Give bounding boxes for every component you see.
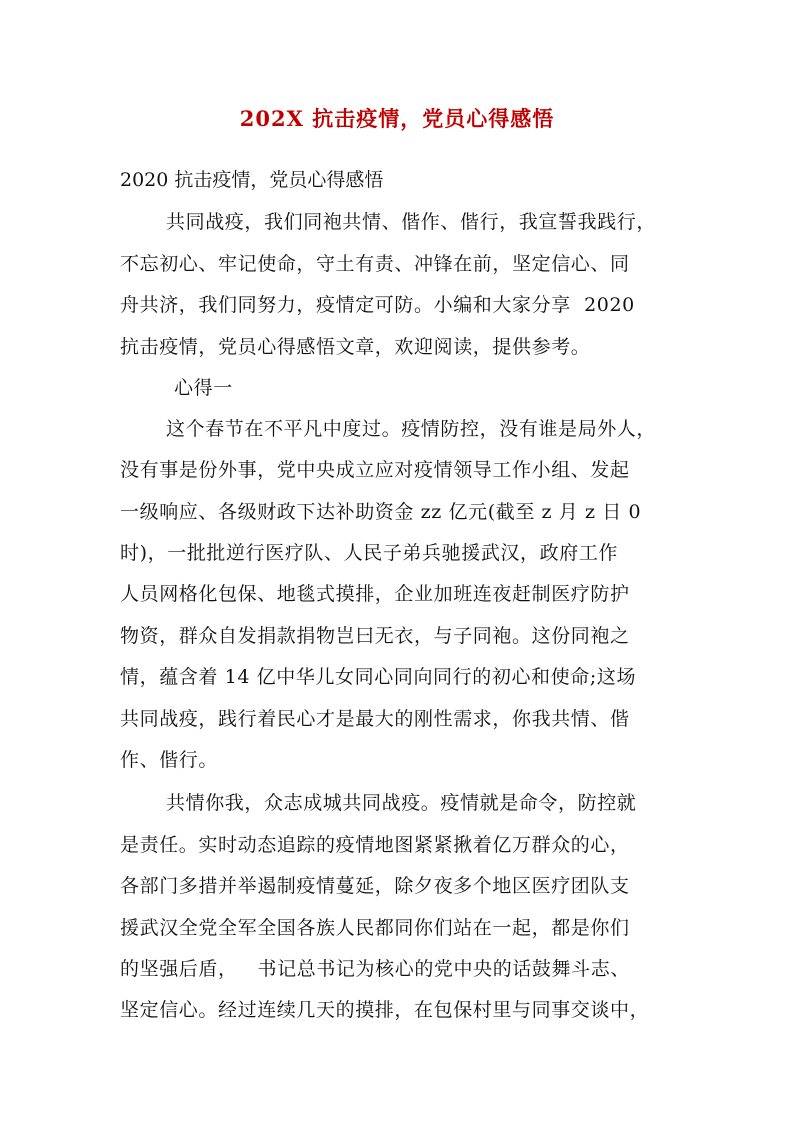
intro-line: 舟共济，我们同努力，疫情定可防。小编和大家分享 2020 — [120, 294, 635, 316]
paragraph-line: 的坚强后盾， 书记总书记为核心的党中央的话鼓舞斗志、 — [120, 958, 630, 980]
paragraph-line: 作、偕行。 — [120, 749, 219, 771]
paragraph-line: 这个春节在不平凡中度过。疫情防控，没有谁是局外人， — [166, 418, 657, 440]
paragraph-line: 情，蕴含着 14 亿中华儿女同心同向同行的初心和使命;这场 — [120, 666, 637, 688]
intro-line: 共同战疫，我们同袍共情、偕作、偕行，我宣誓我践行， — [166, 211, 657, 233]
document-subtitle: 2020 抗击疫情，党员心得感悟 — [120, 169, 384, 191]
paragraph-line: 共同战疫，践行着民心才是最大的刚性需求，你我共情、偕 — [120, 708, 630, 730]
document-title: 202X 抗击疫情，党员心得感悟 — [239, 106, 555, 131]
paragraph-line: 援武汉全党全军全国各族人民都同你们站在一起，都是你们 — [120, 917, 630, 939]
paragraph-line: 各部门多措并举遏制疫情蔓延，除夕夜多个地区医疗团队支 — [120, 875, 630, 897]
paragraph-line: 物资，群众自发捐款捐物岂曰无衣，与子同袍。这份同袍之 — [120, 625, 630, 647]
paragraph-line: 时)，一批批逆行医疗队、人民子弟兵驰援武汉，政府工作 — [120, 542, 619, 564]
intro-line: 不忘初心、牢记使命，守土有责、冲锋在前，坚定信心、同 — [120, 253, 630, 275]
paragraph-line: 人员网格化包保、地毯式摸排，企业加班连夜赶制医疗防护 — [120, 583, 630, 605]
paragraph-line: 坚定信心。经过连续几天的摸排，在包保村里与同事交谈中， — [120, 999, 650, 1021]
paragraph-line: 一级响应、各级财政下达补助资金 zz 亿元(截至 z 月 z 日 0 — [120, 501, 642, 523]
paragraph-line: 共情你我，众志成城共同战疫。疫情就是命令，防控就 — [166, 792, 637, 814]
intro-line: 抗击疫情，党员心得感悟文章，欢迎阅读，提供参考。 — [120, 336, 591, 358]
paragraph-line: 没有事是份外事，党中央成立应对疫情领导工作小组、发起 — [120, 459, 630, 481]
section-heading: 心得一 — [174, 377, 233, 399]
paragraph-line: 是责任。实时动态追踪的疫情地图紧紧揪着亿万群众的心， — [120, 834, 630, 856]
